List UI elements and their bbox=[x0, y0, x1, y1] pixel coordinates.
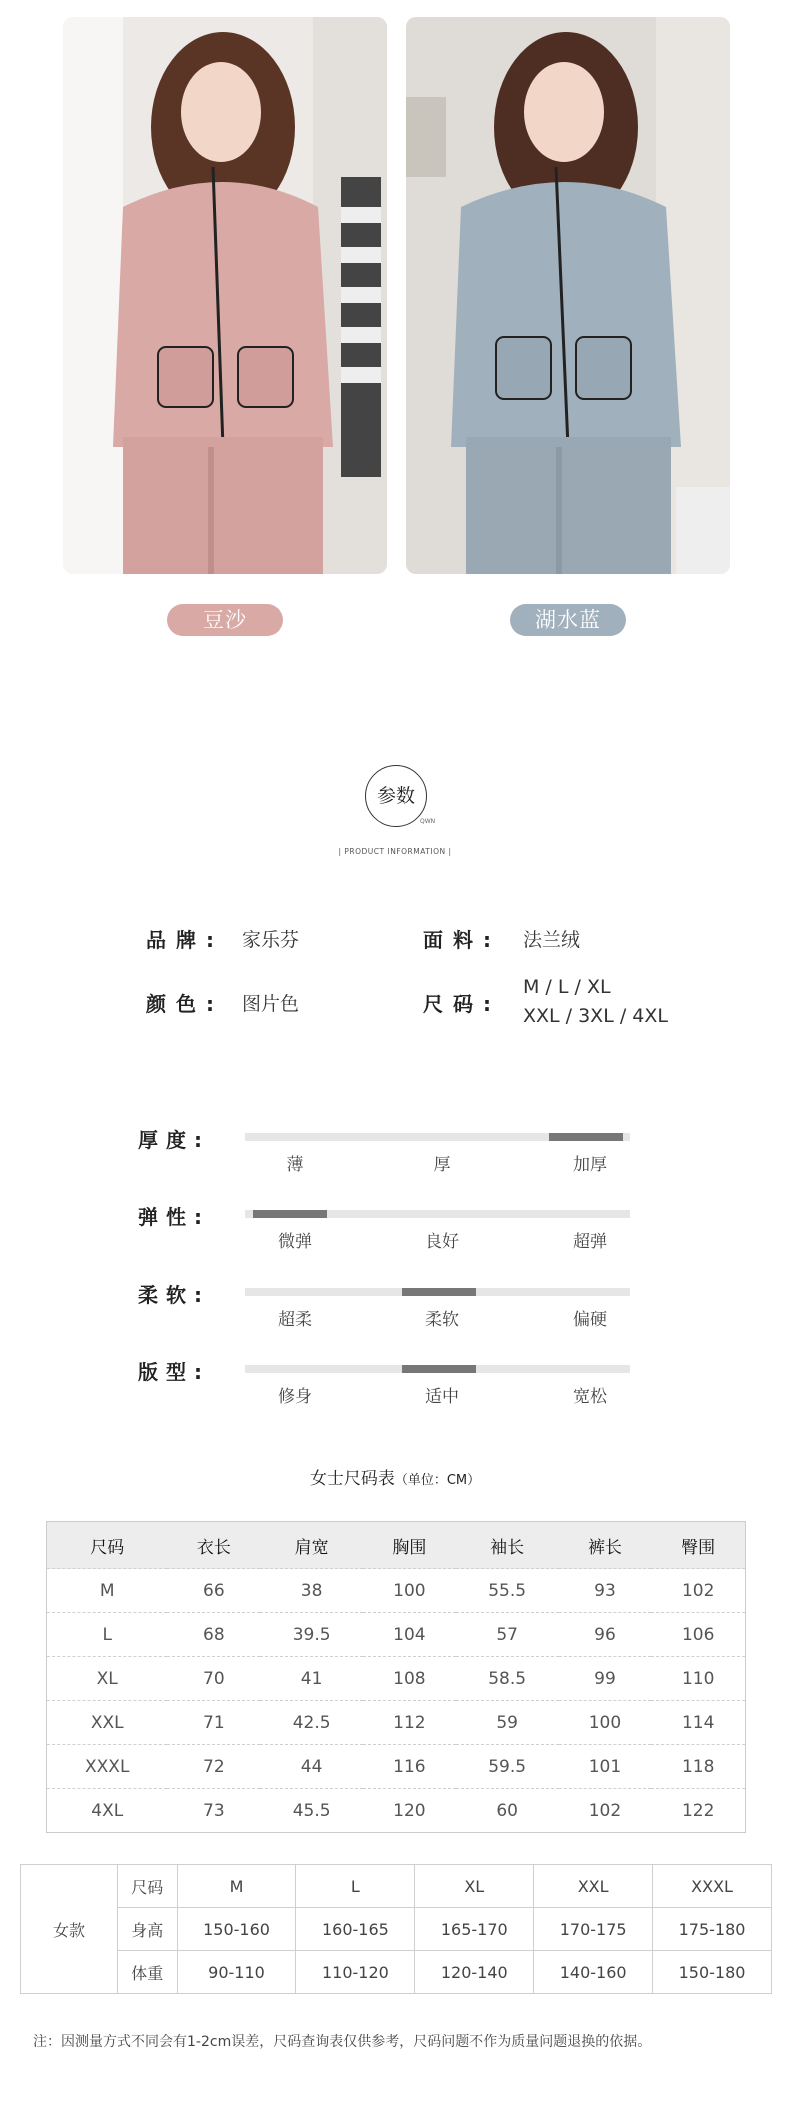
attribute-option: 薄 bbox=[286, 1155, 304, 1175]
size-table-cell: 112 bbox=[363, 1701, 456, 1745]
fit-table-cell: 150-160 bbox=[177, 1908, 296, 1951]
size-table-cell: 38 bbox=[260, 1569, 363, 1613]
size-table-cell: 99 bbox=[559, 1657, 652, 1701]
color-swatch-pink: 豆沙 bbox=[167, 604, 283, 636]
params-badge: 参数 bbox=[365, 765, 427, 827]
size-note: 注：因测量方式不同会有1-2cm误差，尺码查询表仅供参考，尺码问题不作为质量问题退换的依据。 bbox=[33, 2034, 652, 2050]
fit-table-cell: 110-120 bbox=[296, 1951, 415, 1994]
attribute-level-marker bbox=[402, 1365, 476, 1373]
size-table-cell: 106 bbox=[651, 1613, 745, 1657]
fit-table-cell: XXXL bbox=[653, 1865, 772, 1908]
color-swatch-blue: 湖水蓝 bbox=[510, 604, 626, 636]
size-table-cell: 42.5 bbox=[260, 1701, 363, 1745]
size-table-cell: 57 bbox=[456, 1613, 559, 1657]
size-table-cell: 60 bbox=[456, 1789, 559, 1833]
size-table-column-header: 尺码 bbox=[47, 1522, 168, 1569]
size-table-cell: XXXL bbox=[47, 1745, 168, 1789]
product-photo-blue bbox=[406, 17, 730, 574]
fit-table-cell: 165-170 bbox=[415, 1908, 534, 1951]
size-table-cell: 72 bbox=[167, 1745, 260, 1789]
size-table-cell: XL bbox=[47, 1657, 168, 1701]
size-table-cell: 120 bbox=[363, 1789, 456, 1833]
fit-table-cell: 90-110 bbox=[177, 1951, 296, 1994]
attribute-option: 超弹 bbox=[573, 1232, 607, 1252]
size-table-cell: 93 bbox=[559, 1569, 652, 1613]
size-table-column-header: 肩宽 bbox=[260, 1522, 363, 1569]
attribute-label: 柔软: bbox=[138, 1283, 210, 1307]
size-table-cell: XXL bbox=[47, 1701, 168, 1745]
attribute-level-marker bbox=[253, 1210, 327, 1218]
size-table-cell: M bbox=[47, 1569, 168, 1613]
table-row bbox=[47, 1657, 746, 1701]
size-table-cell: 104 bbox=[363, 1613, 456, 1657]
size-table-cell: 102 bbox=[651, 1569, 745, 1613]
color-label: 颜色: bbox=[146, 992, 224, 1016]
size-table-cell: 116 bbox=[363, 1745, 456, 1789]
attribute-level-marker bbox=[549, 1133, 623, 1141]
size-table-cell: 96 bbox=[559, 1613, 652, 1657]
size-table-cell: 68 bbox=[167, 1613, 260, 1657]
attribute-option: 修身 bbox=[278, 1387, 312, 1407]
fit-table-cell: 尺码 bbox=[118, 1865, 178, 1908]
size-table-title bbox=[0, 1464, 790, 1489]
size-table-cell: 114 bbox=[651, 1701, 745, 1745]
fit-table-cell: 140-160 bbox=[534, 1951, 653, 1994]
attribute-label: 厚度: bbox=[138, 1128, 210, 1152]
attribute-option: 微弹 bbox=[278, 1232, 312, 1252]
fit-table-cell: 150-180 bbox=[653, 1951, 772, 1994]
fit-table-cell: M bbox=[177, 1865, 296, 1908]
size-table-cell: 102 bbox=[559, 1789, 652, 1833]
size-value-line2: XXL / 3XL / 4XL bbox=[523, 1005, 668, 1027]
attribute-option: 厚 bbox=[433, 1155, 451, 1175]
fit-table-height-row bbox=[21, 1908, 772, 1951]
attribute-option: 宽松 bbox=[573, 1387, 607, 1407]
size-table-column-header: 衣长 bbox=[167, 1522, 260, 1569]
params-badge-sub: QWN bbox=[420, 818, 436, 825]
fit-table-cell: 120-140 bbox=[415, 1951, 534, 1994]
attribute-option: 加厚 bbox=[573, 1155, 607, 1175]
fit-table-cell: 170-175 bbox=[534, 1908, 653, 1951]
attribute-option: 适中 bbox=[425, 1387, 459, 1407]
size-chart-table bbox=[46, 1521, 746, 1833]
fabric-label: 面料: bbox=[423, 928, 501, 952]
fit-table-cell: 175-180 bbox=[653, 1908, 772, 1951]
table-row bbox=[47, 1569, 746, 1613]
fit-table-group: 女款 bbox=[21, 1865, 118, 1994]
size-table-column-header: 裤长 bbox=[559, 1522, 652, 1569]
fit-table bbox=[20, 1864, 772, 1994]
size-table-cell: L bbox=[47, 1613, 168, 1657]
size-table-column-header: 胸围 bbox=[363, 1522, 456, 1569]
size-value-line1: M / L / XL bbox=[523, 976, 611, 998]
table-row bbox=[47, 1745, 746, 1789]
size-label: 尺码: bbox=[423, 992, 501, 1016]
attribute-option: 偏硬 bbox=[573, 1310, 607, 1330]
table-row bbox=[47, 1613, 746, 1657]
attribute-label: 版型: bbox=[138, 1360, 210, 1384]
size-table-cell: 118 bbox=[651, 1745, 745, 1789]
size-table-cell: 45.5 bbox=[260, 1789, 363, 1833]
attribute-option: 柔软 bbox=[425, 1310, 459, 1330]
fit-table-cell: XL bbox=[415, 1865, 534, 1908]
product-photo-pink bbox=[63, 17, 387, 574]
size-table-cell: 39.5 bbox=[260, 1613, 363, 1657]
fit-table-weight-row bbox=[21, 1951, 772, 1994]
size-table-cell: 4XL bbox=[47, 1789, 168, 1833]
size-table-cell: 44 bbox=[260, 1745, 363, 1789]
size-table-column-header: 臀围 bbox=[651, 1522, 745, 1569]
fit-table-size-row bbox=[21, 1865, 772, 1908]
size-table-cell: 59.5 bbox=[456, 1745, 559, 1789]
brand-label: 品牌: bbox=[146, 928, 224, 952]
size-table-cell: 41 bbox=[260, 1657, 363, 1701]
attribute-level-marker bbox=[402, 1288, 476, 1296]
size-table-cell: 73 bbox=[167, 1789, 260, 1833]
fit-table-cell: 身高 bbox=[118, 1908, 178, 1951]
size-table-cell: 110 bbox=[651, 1657, 745, 1701]
size-table-title-text: 女士尺码表 bbox=[309, 1469, 395, 1489]
size-table-header bbox=[47, 1522, 746, 1569]
fit-table-cell: XXL bbox=[534, 1865, 653, 1908]
brand-value: 家乐芬 bbox=[242, 929, 300, 951]
table-row bbox=[47, 1789, 746, 1833]
size-table-column-header: 袖长 bbox=[456, 1522, 559, 1569]
size-table-cell: 100 bbox=[559, 1701, 652, 1745]
size-table-cell: 122 bbox=[651, 1789, 745, 1833]
fit-table-cell: L bbox=[296, 1865, 415, 1908]
product-information-heading: | PRODUCT INFORMATION | bbox=[338, 847, 452, 856]
fit-table-cell: 160-165 bbox=[296, 1908, 415, 1951]
attribute-option: 良好 bbox=[425, 1232, 459, 1252]
size-table-cell: 100 bbox=[363, 1569, 456, 1613]
fit-table-cell: 体重 bbox=[118, 1951, 178, 1994]
size-table-cell: 108 bbox=[363, 1657, 456, 1701]
size-table-cell: 55.5 bbox=[456, 1569, 559, 1613]
attribute-label: 弹性: bbox=[138, 1205, 210, 1229]
size-table-cell: 59 bbox=[456, 1701, 559, 1745]
fabric-value: 法兰绒 bbox=[523, 929, 581, 951]
color-value: 图片色 bbox=[242, 993, 300, 1015]
size-table-unit: （单位：CM） bbox=[394, 1473, 481, 1488]
size-table-cell: 58.5 bbox=[456, 1657, 559, 1701]
size-table-cell: 66 bbox=[167, 1569, 260, 1613]
size-table-cell: 70 bbox=[167, 1657, 260, 1701]
attribute-option: 超柔 bbox=[278, 1310, 312, 1330]
table-row bbox=[47, 1701, 746, 1745]
size-table-cell: 71 bbox=[167, 1701, 260, 1745]
size-table-cell: 101 bbox=[559, 1745, 652, 1789]
